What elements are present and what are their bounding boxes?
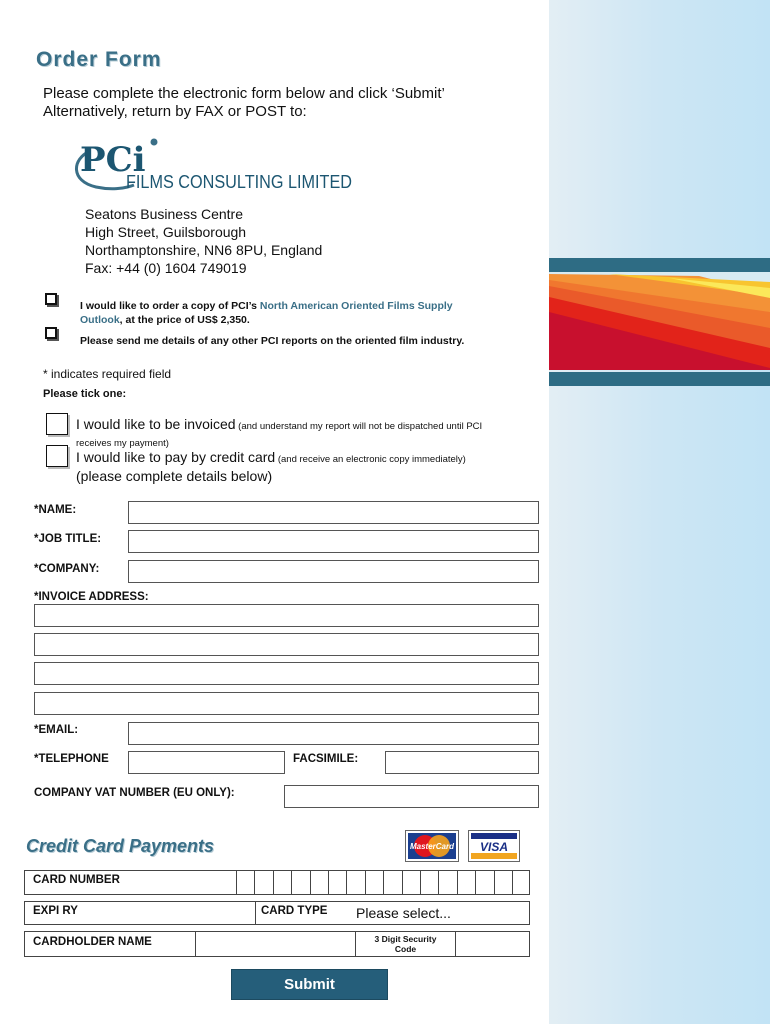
telephone-field[interactable]: [128, 751, 285, 774]
logo-subtitle: FILMS CONSULTING LIMITED: [126, 172, 352, 192]
card-number-row: [24, 870, 530, 895]
credit-card-option-main: I would like to pay by credit card: [76, 449, 276, 465]
card-digit-box[interactable]: [494, 871, 512, 894]
sidebar-stripe-top: [549, 258, 770, 272]
details-checkbox[interactable]: [45, 327, 57, 339]
invoice-checkbox[interactable]: [46, 413, 68, 435]
invoice-address-line-4[interactable]: [34, 692, 539, 715]
security-field-divider: [455, 932, 456, 956]
invoice-address-label: *INVOICE ADDRESS:: [34, 591, 149, 603]
invoice-option-note-2: receives my payment): [76, 438, 169, 449]
security-code-line-2: Code: [394, 944, 417, 954]
company-label: *COMPANY:: [34, 563, 100, 575]
logo-mark: PCi: [80, 140, 146, 180]
cardholder-row: [24, 931, 530, 957]
credit-card-option-line-2: (please complete details below): [76, 468, 273, 484]
card-digit-box[interactable]: [383, 871, 401, 894]
order-report-pre: I would like to order a copy of PCI’s: [80, 300, 260, 312]
vat-number-field[interactable]: [284, 785, 539, 808]
invoice-option-main: I would like to be invoiced: [76, 416, 236, 432]
card-digit-box[interactable]: [512, 871, 530, 894]
facsimile-field[interactable]: [385, 751, 539, 774]
submit-button[interactable]: Submit: [231, 969, 388, 1000]
page-title: Order Form: [36, 48, 162, 71]
tick-one-label: Please tick one:: [43, 388, 127, 400]
cardholder-label: CARDHOLDER NAME: [33, 936, 152, 948]
cardholder-divider: [195, 932, 196, 956]
mastercard-icon: [405, 830, 459, 862]
card-digit-box[interactable]: [328, 871, 346, 894]
address-line-2: High Street, Guilsborough: [85, 224, 247, 240]
card-digit-box[interactable]: [420, 871, 438, 894]
visa-icon: [468, 830, 520, 862]
card-digit-box[interactable]: [402, 871, 420, 894]
card-digit-box[interactable]: [365, 871, 383, 894]
address-line-3: Northamptonshire, NN6 8PU, England: [85, 242, 323, 258]
card-digit-box[interactable]: [310, 871, 328, 894]
card-digit-box[interactable]: [291, 871, 309, 894]
report-title-link-2: Outlook: [80, 314, 120, 326]
company-logo: [68, 133, 368, 195]
visa-label: VISA: [479, 840, 509, 854]
security-code-line-1: 3 Digit Security: [374, 934, 437, 944]
report-title-link: North American Oriented Films Supply: [259, 300, 453, 312]
expiry-row: [24, 901, 530, 925]
card-digit-box[interactable]: [346, 871, 364, 894]
intro-text: [43, 85, 445, 121]
card-digit-box[interactable]: [236, 871, 254, 894]
intro-line-2: Alternatively, return by FAX or POST to:: [43, 103, 307, 120]
required-note: * indicates required field: [43, 367, 172, 381]
email-label: *EMAIL:: [34, 724, 79, 736]
order-report-checkbox[interactable]: [45, 293, 57, 305]
address-line-4: Fax: +44 (0) 1604 749019: [85, 260, 247, 276]
sunburst-graphic: [549, 272, 770, 370]
credit-card-title: Credit Card Payments: [26, 836, 215, 856]
credit-card-option-note: (and receive an electronic copy immediately): [275, 454, 466, 465]
card-digit-box[interactable]: [438, 871, 456, 894]
card-type-select[interactable]: Please select...: [356, 905, 451, 921]
order-report-text: [80, 299, 530, 327]
intro-line-1: Please complete the electronic form below and click ‘Submit’: [43, 85, 445, 102]
company-field[interactable]: [128, 560, 539, 583]
credit-card-option-text: [76, 449, 526, 484]
invoice-address-line-1[interactable]: [34, 604, 539, 627]
card-digit-box[interactable]: [254, 871, 272, 894]
card-type-label: CARD TYPE: [261, 905, 328, 917]
job-title-field[interactable]: [128, 530, 539, 553]
postal-address: [85, 205, 322, 277]
vat-number-label: COMPANY VAT NUMBER (EU ONLY):: [34, 787, 235, 799]
credit-card-checkbox[interactable]: [46, 445, 68, 467]
card-digit-box[interactable]: [475, 871, 493, 894]
details-text: Please send me details of any other PCI reports on the oriented film industry.: [80, 335, 465, 347]
card-digit-box[interactable]: [273, 871, 291, 894]
invoice-option-text: [76, 417, 526, 451]
email-field[interactable]: [128, 722, 539, 745]
telephone-label: *TELEPHONE: [34, 753, 109, 765]
sidebar-stripe-bottom: [549, 372, 770, 386]
job-title-label: *JOB TITLE:: [34, 533, 102, 545]
order-report-price: , at the price of US$ 2,350.: [119, 314, 250, 326]
expiry-divider: [255, 902, 256, 924]
security-code-label: [356, 934, 455, 954]
name-field[interactable]: [128, 501, 539, 524]
address-line-1: Seatons Business Centre: [85, 206, 243, 222]
facsimile-label: FACSIMILE:: [293, 753, 359, 765]
decorative-sidebar: [549, 0, 770, 1024]
expiry-label: EXPI RY: [33, 905, 78, 917]
invoice-address-line-2[interactable]: [34, 633, 539, 656]
card-number-label: CARD NUMBER: [33, 874, 120, 886]
invoice-address-line-3[interactable]: [34, 662, 539, 685]
mastercard-label: MasterCard: [409, 842, 455, 851]
card-digit-box[interactable]: [457, 871, 475, 894]
invoice-option-note: (and understand my report will not be dispatched until PCI: [235, 421, 483, 432]
name-label: *NAME:: [34, 504, 77, 516]
